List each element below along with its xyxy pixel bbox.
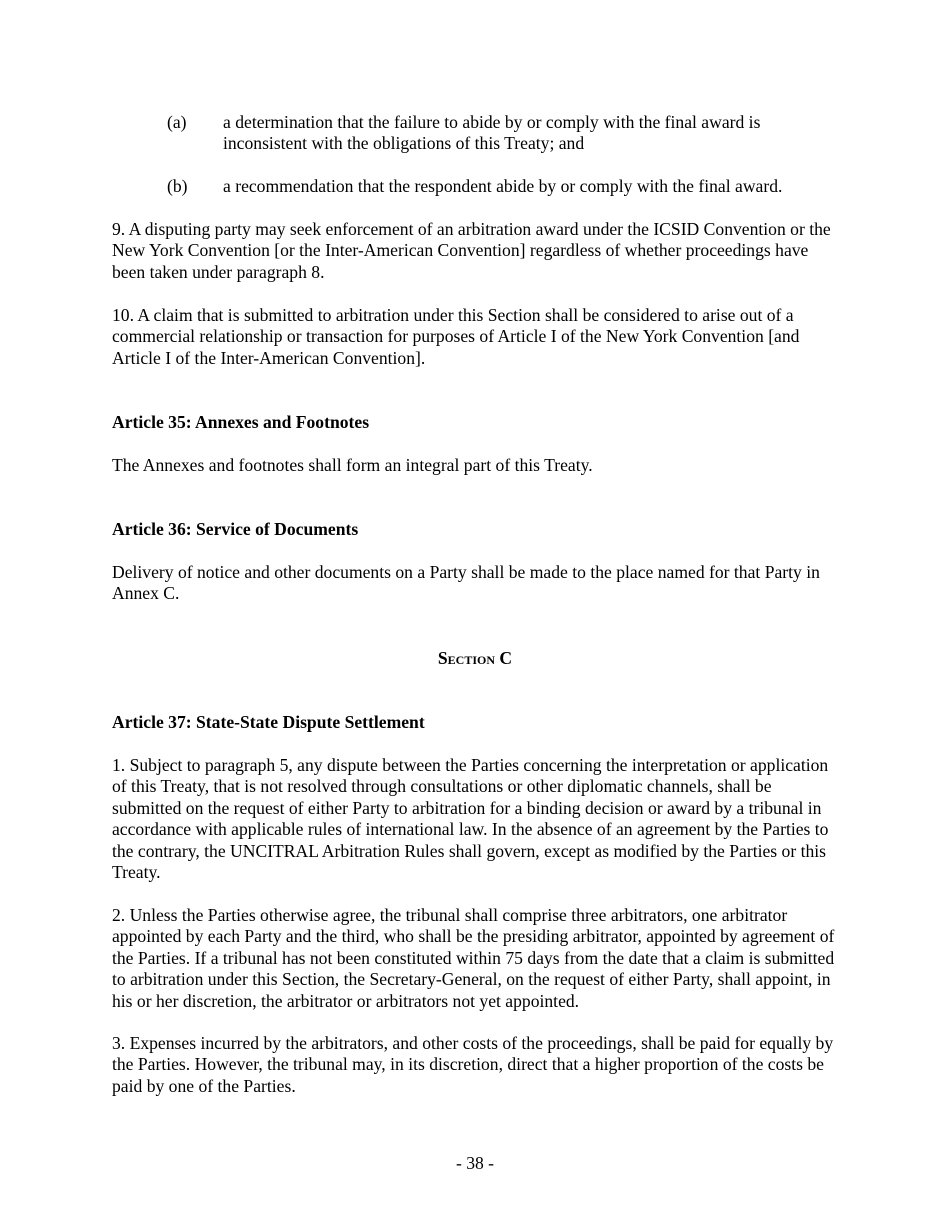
article-37-paragraph-2: 2. Unless the Parties otherwise agree, the tribunal shall comprise three arbitrators, one arbitrator appointed by each Party and the third, who shall be the presiding arbitrator, appointed by agreement of the Parties. If a tribunal has not been constituted within 75 days from the date that a claim is submitted to arbitration under this Section, the Secretary-General, on the request of either Party, shall appoint, in his or her discretion, the arbitrator or arbitrators not yet appointed.: [112, 905, 835, 1011]
article-35-text: The Annexes and footnotes shall form an integral part of this Treaty.: [112, 455, 593, 475]
page-number: - 38 -: [455, 1153, 495, 1173]
article-37-paragraph-1: 1. Subject to paragraph 5, any dispute between the Parties concerning the interpretation or application of this Treaty, that is not resolved through consultations or other diplomatic channels, shall be submitted on the request of either Party to arbitration for a binding decision or award by a tribunal in accordance with applicable rules of international law. In the absence of an agreement by the Parties to the contrary, the UNCITRAL Arbitration Rules shall govern, except as modified by the Parties or this Treaty.: [112, 755, 829, 883]
article-37-paragraph-3: 3. Expenses incurred by the arbitrators, and other costs of the proceedings, shall be paid for equally by the Parties. However, the tribunal may, in its discretion, direct that a higher proportion of the costs be paid by one of the Parties.: [112, 1033, 834, 1096]
article-37-heading: Article 37: State-State Dispute Settlement: [112, 712, 425, 732]
list-item-label: (a): [167, 112, 187, 132]
list-item-text: a determination that the failure to abide by or comply with the final award is inconsistent with the obligations of this Treaty; and: [223, 112, 761, 154]
list-item-label: (b): [167, 176, 188, 196]
paragraph-9: 9. A disputing party may seek enforcement of an arbitration award under the ICSID Convention or the New York Convention [or the Inter-American Convention] regardless of whether proceedings have been taken under paragraph 8.: [112, 219, 831, 282]
article-36-heading: Article 36: Service of Documents: [112, 519, 359, 539]
paragraph-10: 10. A claim that is submitted to arbitration under this Section shall be considered to arise out of a commercial relationship or transaction for purposes of Article I of the New York Convention [and Article I of the Inter-American Convention].: [112, 305, 800, 368]
article-36-text: Delivery of notice and other documents on a Party shall be made to the place named for that Party in Annex C.: [112, 562, 820, 604]
section-title: Section C: [437, 648, 513, 668]
article-35-heading: Article 35: Annexes and Footnotes: [112, 412, 370, 432]
list-item-text: a recommendation that the respondent abide by or comply with the final award.: [223, 176, 783, 196]
